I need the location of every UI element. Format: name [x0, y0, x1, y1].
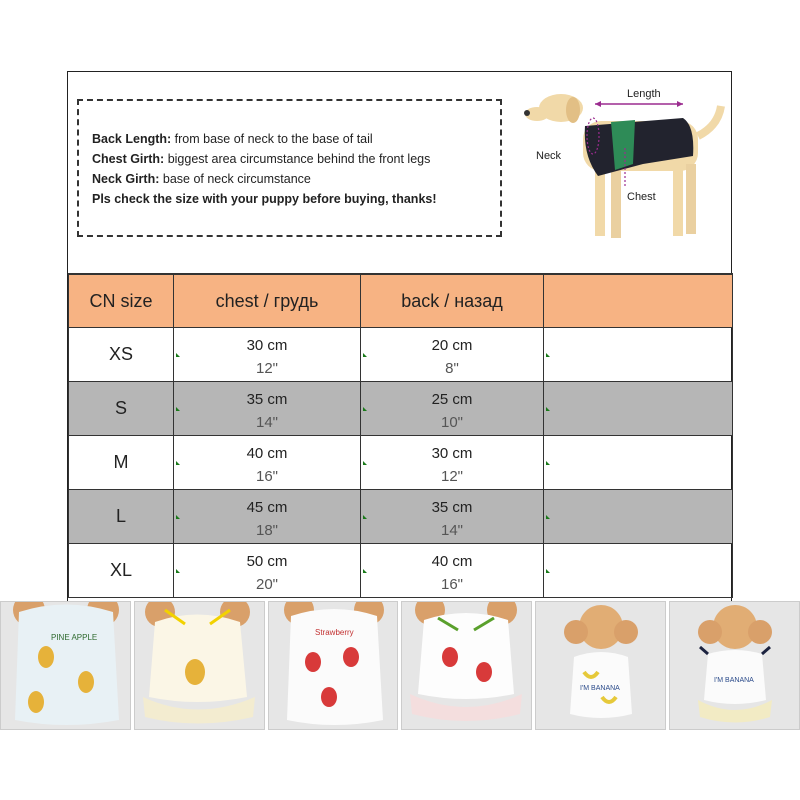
back-cell — [361, 490, 544, 544]
back-inch: 8" — [445, 359, 459, 377]
strawberry-print — [442, 647, 458, 667]
chest-cm: 30 cm — [246, 336, 288, 354]
dress-fabric — [418, 613, 514, 699]
extra-cell — [544, 382, 733, 436]
photo-pineapple-dress — [134, 601, 265, 730]
length-arrow-left — [595, 101, 601, 107]
poodle-ear-right — [614, 620, 638, 644]
back-inch: 14" — [440, 521, 463, 539]
strawberry-print — [321, 687, 337, 707]
header-back: back / назад — [361, 275, 544, 328]
table-row — [69, 544, 733, 598]
extra-cell — [544, 490, 733, 544]
chest-label: Chest — [627, 191, 656, 203]
product-photo-strip — [0, 601, 800, 730]
strawberry-vest-illustration — [269, 602, 399, 730]
chest-girth-row — [92, 149, 500, 169]
back-cell — [361, 436, 544, 490]
pineapple-print — [28, 691, 44, 713]
vest-green-panel — [611, 120, 635, 170]
back-length-row — [92, 129, 500, 149]
size-chart — [67, 71, 732, 601]
table-row — [69, 436, 733, 490]
back-cell — [361, 544, 544, 598]
neck-girth-label: Neck Girth: — [92, 172, 160, 186]
cell-marker — [363, 353, 367, 357]
back-cm: 40 cm — [431, 552, 473, 570]
poodle-ear-right — [748, 620, 772, 644]
strawberry-print — [305, 652, 321, 672]
strawberry-dress-illustration — [402, 602, 532, 730]
measurement-guide — [77, 99, 502, 237]
size-cell: M — [69, 436, 174, 490]
pineapple-print — [38, 646, 54, 668]
cell-marker — [176, 353, 180, 357]
back-cm: 30 cm — [431, 444, 473, 462]
size-cell: XL — [69, 544, 174, 598]
cell-marker — [176, 461, 180, 465]
extra-cell — [544, 328, 733, 382]
cell-marker — [363, 569, 367, 573]
cell-marker — [176, 407, 180, 411]
neck-label: Neck — [536, 150, 562, 162]
chest-cell — [174, 544, 361, 598]
chest-girth-text: biggest area circumstance behind the front legs — [164, 152, 431, 166]
back-cell — [361, 328, 544, 382]
cell-marker — [546, 515, 550, 519]
size-table — [68, 274, 733, 598]
neck-girth-row — [92, 169, 500, 189]
cell-marker — [363, 515, 367, 519]
table-row — [69, 382, 733, 436]
photo-banana-vest — [535, 601, 666, 730]
chest-inch: 18" — [255, 521, 278, 539]
header-cn-size: CN size — [69, 275, 174, 328]
size-cell: XS — [69, 328, 174, 382]
neck-girth-text: base of neck circumstance — [159, 172, 311, 186]
length-label: Length — [627, 88, 661, 100]
pineapple-vest-illustration — [1, 602, 131, 730]
chest-cell — [174, 490, 361, 544]
chest-cm: 45 cm — [246, 498, 288, 516]
dress-fabric — [149, 615, 247, 703]
vest-fabric — [287, 609, 383, 725]
table-row — [69, 490, 733, 544]
photo-pineapple-vest — [0, 601, 131, 730]
cell-marker — [176, 515, 180, 519]
chest-cm: 40 cm — [246, 444, 288, 462]
extra-cell — [544, 544, 733, 598]
back-cm: 25 cm — [431, 390, 473, 408]
pineapple-print — [185, 659, 205, 685]
poodle-ear-left — [564, 620, 588, 644]
dog-back-leg — [673, 164, 683, 236]
dog-front-leg-2 — [611, 166, 621, 238]
table-header-row — [69, 275, 733, 328]
extra-cell — [544, 436, 733, 490]
chest-cell — [174, 436, 361, 490]
pineapple-print — [78, 671, 94, 693]
length-arrow-right — [677, 101, 683, 107]
chest-cell — [174, 382, 361, 436]
pineapple-print-text: PINE APPLE — [51, 633, 98, 642]
chest-cm: 35 cm — [246, 390, 288, 408]
photo-strawberry-vest — [268, 601, 399, 730]
strawberry-print-text: Strawberry — [314, 628, 354, 637]
banana-print-text: I'M BANANA — [714, 677, 754, 684]
cell-marker — [176, 569, 180, 573]
chest-cell — [174, 328, 361, 382]
strawberry-print — [343, 647, 359, 667]
strawberry-print — [476, 662, 492, 682]
header-empty — [544, 275, 733, 328]
photo-strawberry-dress — [401, 601, 532, 730]
back-length-label: Back Length: — [92, 132, 172, 146]
back-inch: 16" — [440, 575, 463, 593]
table-row — [69, 328, 733, 382]
cell-marker — [363, 461, 367, 465]
banana-vest-illustration — [536, 602, 666, 730]
chest-cm: 50 cm — [246, 552, 288, 570]
back-cell — [361, 382, 544, 436]
chest-inch: 20" — [255, 575, 278, 593]
chest-girth-label: Chest Girth: — [92, 152, 165, 166]
back-length-text: from base of neck to the base of tail — [171, 132, 373, 146]
cell-marker — [546, 461, 550, 465]
chest-inch: 12" — [255, 359, 278, 377]
cell-marker — [363, 407, 367, 411]
cell-marker — [546, 569, 550, 573]
back-cm: 35 cm — [431, 498, 473, 516]
poodle-ear-left — [698, 620, 722, 644]
size-check-note: Pls check the size with your puppy before buying, thanks! — [92, 192, 437, 206]
cell-marker — [546, 353, 550, 357]
chest-inch: 16" — [255, 467, 278, 485]
photo-banana-dress — [669, 601, 800, 730]
banana-dress-illustration — [670, 602, 800, 730]
header-chest: chest / грудь — [174, 275, 361, 328]
dog-ear — [566, 97, 580, 123]
dog-tail — [698, 106, 721, 136]
size-cell: L — [69, 490, 174, 544]
chest-inch: 14" — [255, 413, 278, 431]
size-cell: S — [69, 382, 174, 436]
dog-measurement-diagram — [523, 86, 728, 271]
dog-front-leg — [595, 166, 605, 236]
dog-nose — [524, 110, 530, 116]
pineapple-dress-illustration — [135, 602, 265, 730]
back-inch: 12" — [440, 467, 463, 485]
back-cm: 20 cm — [431, 336, 473, 354]
back-inch: 10" — [440, 413, 463, 431]
dog-back-leg-2 — [686, 164, 696, 234]
banana-print-text: I'M BANANA — [580, 685, 621, 692]
cell-marker — [546, 407, 550, 411]
